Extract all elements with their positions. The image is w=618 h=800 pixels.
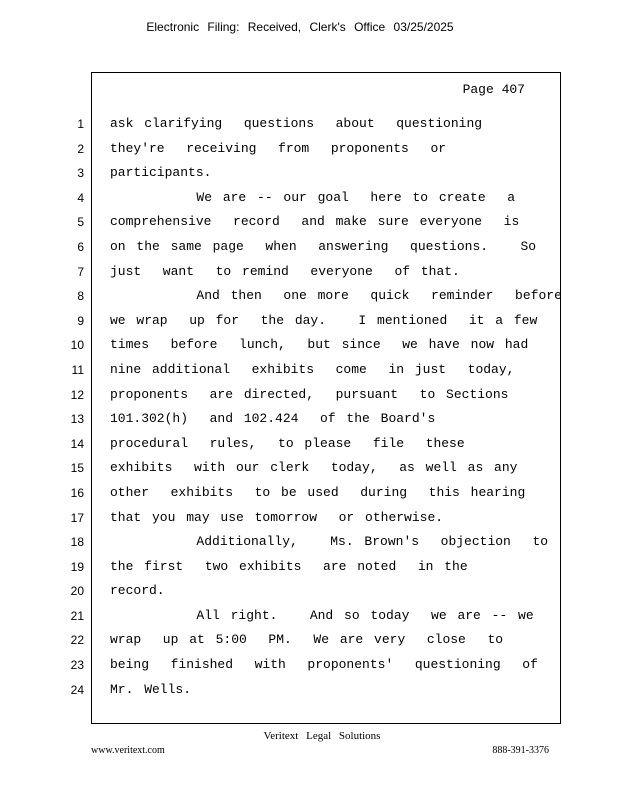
line-number: 20 [70,584,84,599]
transcript-line: And then one more quick reminder before [110,288,562,304]
transcript-line: ask clarifying questions about questioning [110,116,483,131]
transcript-line: just want to remind everyone of that. [110,263,460,279]
transcript-line: wrap up at 5:00 PM. We are very close to [110,632,504,648]
transcript-line: being finished with proponents' questioning of [110,657,538,673]
line-number: 23 [70,658,84,673]
line-number: 18 [70,535,84,550]
transcript-line: we wrap up for the day. I mentioned it a few [110,312,538,328]
footer-website: www.veritext.com [91,745,165,756]
line-number: 2 [77,141,84,156]
line-number: 21 [70,608,84,623]
line-number: 14 [70,436,84,451]
line-number: 3 [77,166,84,181]
transcript-line: times before lunch, but since we have now had [110,337,529,353]
line-number: 7 [77,264,84,279]
transcript-line: that you may use tomorrow or otherwise. [110,509,444,525]
line-number: 12 [70,387,84,402]
transcript-line: they're receiving from proponents or [110,140,447,156]
transcript-line: the first two exhibits are noted in the [110,558,468,574]
transcript-line: All right. And so today we are -- we [110,607,534,623]
line-number: 16 [70,485,84,500]
transcript-line: record. [110,583,165,599]
line-number: 4 [77,190,84,205]
line-number: 8 [77,289,84,304]
transcript-line: participants. [110,165,212,181]
page-number: Page 407 [462,82,525,97]
transcript-line: exhibits with our clerk today, as well as any [110,460,518,476]
transcript-line: comprehensive record and make sure everyone is [110,214,520,230]
line-number: 19 [70,559,84,574]
transcript-line: We are -- our goal here to create a [110,189,516,205]
transcript-line: 101.302(h) and 102.424 of the Board's [110,411,436,427]
transcript-line: Additionally, Ms. Brown's objection to [110,534,549,550]
line-number: 24 [70,682,84,697]
line-number: 13 [70,412,84,427]
transcript-line: other exhibits to be used during this hearing [110,484,526,500]
transcript-text [110,112,562,702]
transcript-line: procedural rules, to please file these [110,435,465,451]
transcript-line: on the same page when answering questions. So [110,238,537,254]
line-number: 10 [70,338,84,353]
footer-phone: 888-391-3376 [492,745,549,756]
transcript-line: Mr. Wells. [110,681,192,697]
footer-company: Veritext Legal Solutions [263,730,381,742]
line-number-column [60,112,84,702]
transcript-line: proponents are directed, pursuant to Sections [110,386,509,402]
line-number: 1 [77,117,84,131]
line-number: 15 [70,461,84,476]
line-number: 11 [71,362,84,377]
line-number: 9 [77,313,84,328]
filing-stamp-header: Electronic Filing: Received, Clerk's Office 03/25/2025 [146,20,454,34]
line-number: 17 [70,510,84,525]
line-number: 22 [70,633,84,648]
line-number: 6 [77,239,84,254]
line-number: 5 [77,215,84,230]
transcript-line: nine additional exhibits come in just today, [110,361,515,377]
